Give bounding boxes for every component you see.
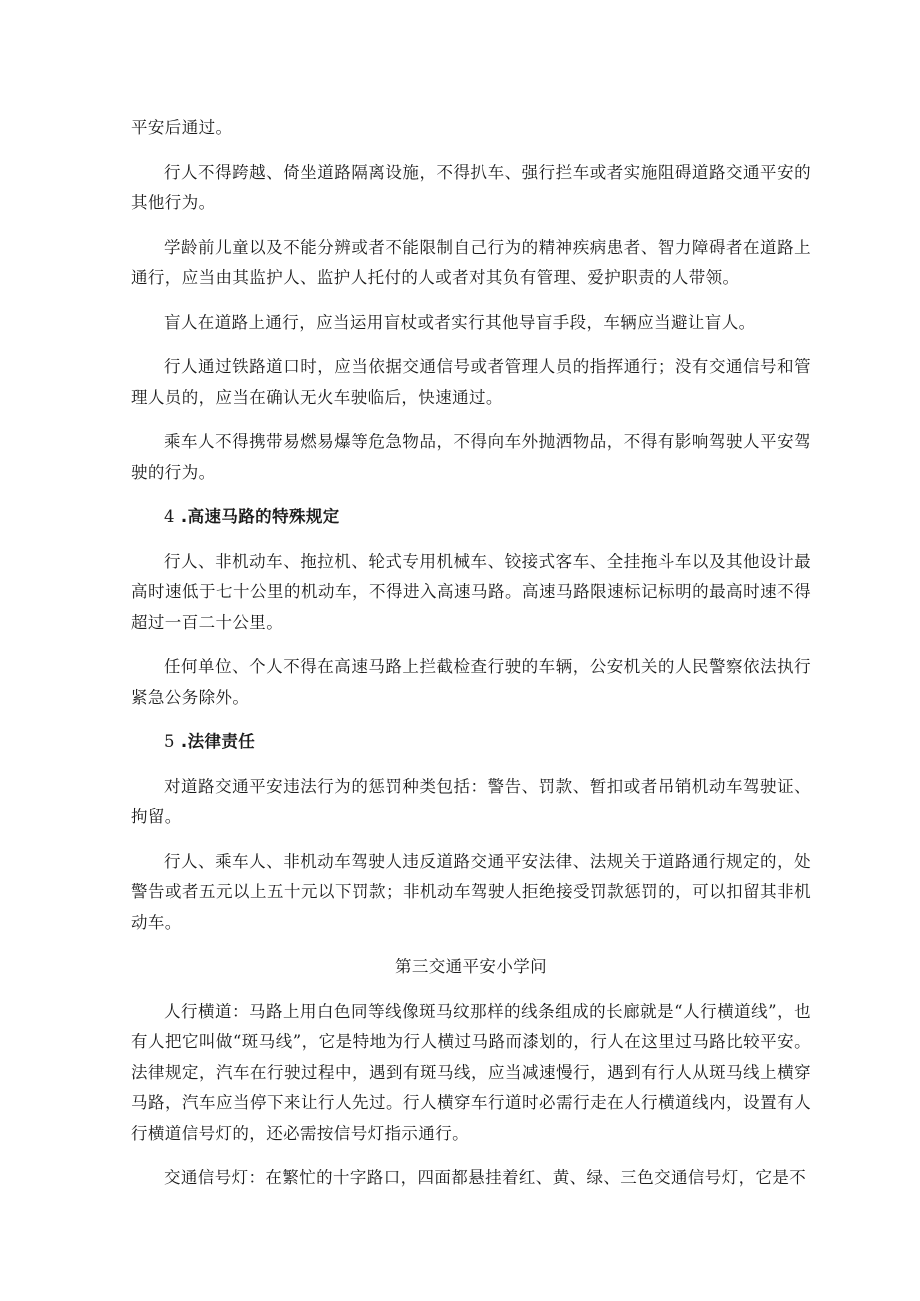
paragraph-expressway-inspection: 任何单位、个人不得在高速马路上拦截检查行驶的车辆，公安机关的人民警察依法执行紧急公务除外。 bbox=[131, 657, 811, 707]
heading-text: .高速马路的特殊规定 bbox=[180, 507, 340, 526]
paragraph-railway-crossing: 行人通过铁路道口时，应当依据交通信号或者管理人员的指挥通行；没有交通信号和管理人员的，应当在确认无火车驶临后，快速通过。 bbox=[131, 357, 811, 407]
paragraph-crosswalk: 人行横道：马路上用白色同等线像斑马纹那样的线条组成的长廊就是“人行横道线”，也有人把它叫做“斑马线”，它是特地为行人横过马路而漆划的，行人在这里过马路比较平安。法律规定，汽车在行驶过程中，遇到有斑马线，应当减速慢行，遇到有行人从斑马线上横穿马路，汽车应当停下来让行人先过。行人横穿车行道时必需行走在人行横道线内，设置有人行横道信号灯的，还必需按信号灯指示通行。 bbox=[131, 1001, 811, 1143]
paragraph-blind-persons: 盲人在道路上通行，应当运用盲杖或者实行其他导盲手段，车辆应当避让盲人。 bbox=[164, 312, 756, 332]
heading-text: .法律责任 bbox=[180, 732, 256, 751]
paragraph-children-guardians: 学龄前儿童以及不能分辨或者不能限制自己行为的精神疾病患者、智力障碍者在道路上通行，应当由其监护人、监护人托付的人或者对其负有管理、爱护职责的人带领。 bbox=[131, 237, 811, 287]
heading-expressway-rules bbox=[131, 502, 811, 533]
paragraph-passengers: 乘车人不得携带易燃易爆等危急物品，不得向车外抛洒物品，不得有影响驾驶人平安驾驶的行为。 bbox=[131, 432, 811, 482]
section-title: 第三交通平安小学问 bbox=[394, 957, 548, 976]
heading-number: 4 bbox=[164, 507, 175, 526]
paragraph-pedestrian-barriers: 行人不得跨越、倚坐道路隔离设施，不得扒车、强行拦车或者实施阻碍道路交通平安的其他行为。 bbox=[131, 162, 811, 212]
paragraph-expressway-restrictions: 行人、非机动车、拖拉机、轮式专用机械车、铰接式客车、全挂拖斗车以及其他设计最高时速低于七十公里的机动车，不得进入高速马路。高速马路限速标记标明的最高时速不得超过一百二十公里。 bbox=[131, 551, 811, 632]
paragraph-penalty-types: 对道路交通平安违法行为的惩罚种类包括：警告、罚款、暂扣或者吊销机动车驾驶证、拘留。 bbox=[131, 776, 811, 826]
paragraph-continuation: 平安后通过。 bbox=[131, 118, 233, 137]
heading-legal-liability bbox=[131, 727, 811, 758]
document-body bbox=[131, 113, 811, 1208]
paragraph-traffic-lights: 交通信号灯：在繁忙的十字路口，四面都悬挂着红、黄、绿、三色交通信号灯，它是不 bbox=[164, 1168, 807, 1187]
heading-number: 5 bbox=[164, 732, 175, 751]
paragraph-fines: 行人、乘车人、非机动车驾驶人违反道路交通平安法律、法规关于道路通行规定的，处警告或者五元以上五十元以下罚款；非机动车驾驶人拒绝接受罚款惩罚的，可以扣留其非机动车。 bbox=[131, 851, 811, 932]
